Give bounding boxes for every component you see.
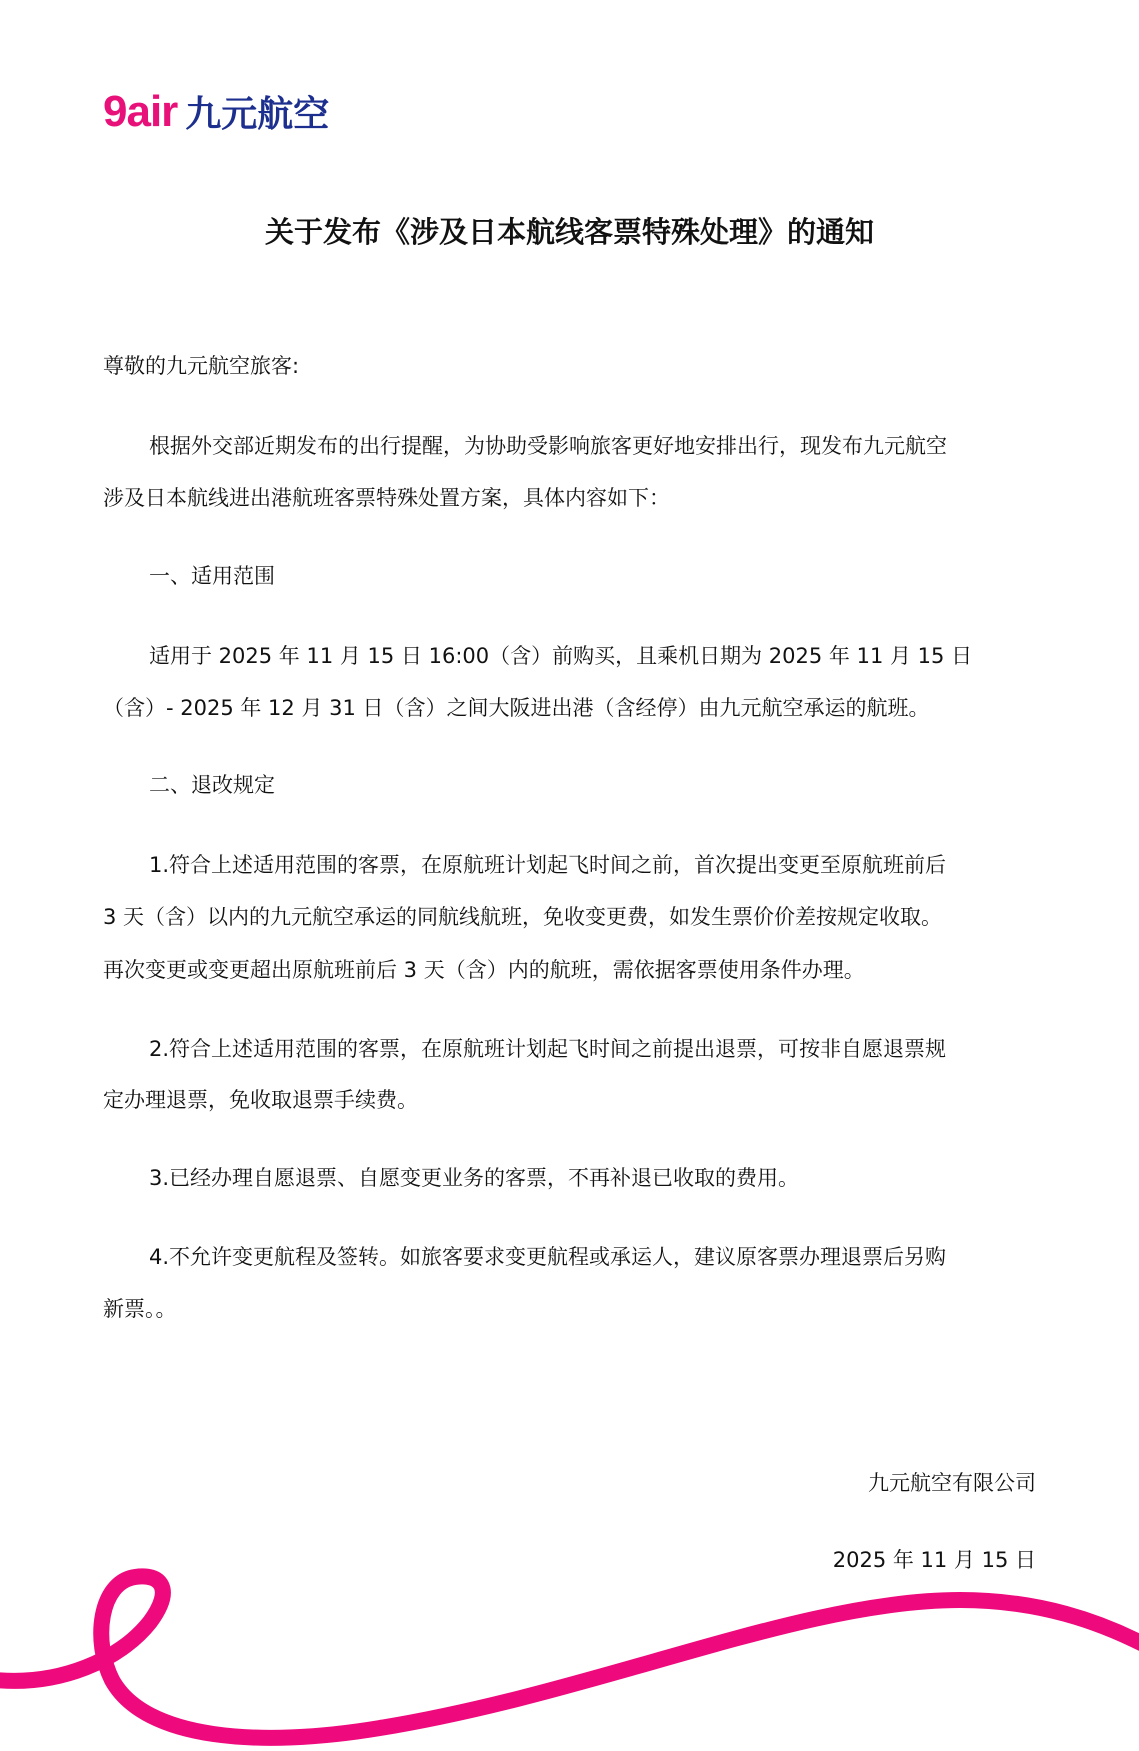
scope-line: 适用于 2025 年 11 月 15 日 16:00（含）前购买，且乘机日期为 2025 年 11 月 15 日 [149,644,973,668]
signature-company: 九元航空有限公司 [868,1471,1036,1495]
logo-chinese-name: 九元航空 [185,94,330,135]
ribbon-path [0,1576,1139,1737]
scope-line: （含）- 2025 年 12 月 31 日（含）之间大阪进出港（含经停）由九元航空承运的航班。 [103,696,930,720]
rule-line: 定办理退票，免收取退票手续费。 [103,1088,418,1112]
section-heading: 一、适用范围 [149,564,275,588]
logo-wordmark: 9air [103,87,178,136]
rule-line: 4.不允许变更航程及签转。如旅客要求变更航程或承运人，建议原客票办理退票后另购 [149,1245,947,1269]
rule-line: 3.已经办理自愿退票、自愿变更业务的客票，不再补退已收取的费用。 [149,1166,800,1190]
greeting: 尊敬的九元航空旅客: [103,354,300,378]
rule-line: 再次变更或变更超出原航班前后 3 天（含）内的航班，需依据客票使用条件办理。 [103,958,865,982]
rule-line: 3 天（含）以内的九元航空承运的同航线航班，免收变更费，如发生票价价差按规定收取。 [103,905,943,929]
signature-date: 2025 年 11 月 15 日 [832,1548,1036,1572]
rule-line: 1.符合上述适用范围的客票，在原航班计划起飞时间之前，首次提出变更至原航班前后 [149,853,947,877]
rule-line: 新票。。 [103,1297,177,1321]
intro-line: 根据外交部近期发布的出行提醒，为协助受影响旅客更好地安排出行，现发布九元航空 [149,434,947,458]
notice-title: 关于发布《涉及日本航线客票特殊处理》的通知 [264,215,874,249]
rule-line: 2.符合上述适用范围的客票，在原航班计划起飞时间之前提出退票，可按非自愿退票规 [149,1037,947,1061]
intro-line: 涉及日本航线进出港航班客票特殊处置方案，具体内容如下： [103,486,670,510]
section-heading: 二、退改规定 [149,773,275,797]
